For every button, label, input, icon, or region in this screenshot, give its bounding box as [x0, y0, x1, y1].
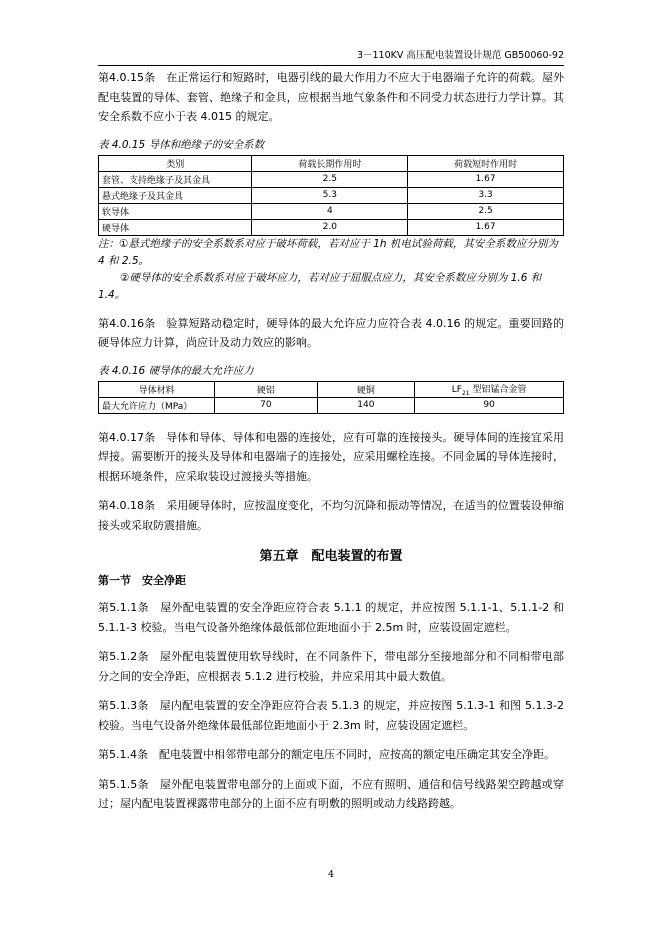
clause-5-1-2: 第5.1.2条 屋外配电装置使用软导线时，在不同条件下，带电部分至接地部分和不同相带电部分之间的安全净距，应根据表 5.1.2 进行校验，并应采用其中最大数值。 — [98, 650, 564, 683]
header-text: LF — [451, 384, 462, 395]
table-header-cell: 硬铜 — [317, 381, 415, 397]
section-heading: 第一节 安全净距 — [98, 574, 186, 587]
running-header: 3－110KV 高压配电装置设计规范 GB50060-92 — [98, 47, 564, 66]
table-cell: 5.3 — [252, 187, 408, 203]
table-cell: 套管、支持绝缘子及其金具 — [99, 171, 252, 187]
table-header-cell — [415, 381, 564, 397]
header-subscript: 21 — [461, 389, 470, 397]
table-row — [99, 187, 564, 203]
table-header-cell: 导体材料 — [99, 381, 215, 397]
table-note-2: ②硬导体的安全系数系对应于破坏应力，若对应于屈服点应力，其安全系数应分别为 1.6 和 1.4。 — [98, 271, 542, 301]
clause-5-1-4: 第5.1.4条 配电装置中相邻带电部分的额定电压不同时，应按高的额定电压确定其安全净距。 — [98, 748, 555, 761]
table-4-0-16-caption: 表 4.0.16 硬导体的最大允许应力 — [98, 364, 254, 377]
clause-5-1-1: 第5.1.1条 屋外配电装置的安全净距应符合表 5.1.1 的规定，并应按图 5.1.1-1、5.1.1-2 和 5.1.1-3 校验。当电气设备外绝缘体最低部位距地面小于 2.5m 时，应装设固定遮栏。 — [98, 601, 564, 634]
table-cell: 最大允许应力（MPa） — [99, 397, 215, 413]
table-cell: 4 — [252, 203, 408, 219]
table-cell: 2.5 — [252, 171, 408, 187]
table-row — [99, 203, 564, 219]
table-row — [99, 219, 564, 235]
table-header-cell: 荷载长期作用时 — [252, 155, 408, 171]
table-cell: 悬式绝缘子及其金具 — [99, 187, 252, 203]
table-header-cell: 硬铝 — [215, 381, 317, 397]
table-4-0-15 — [98, 155, 564, 236]
table-cell: 1.67 — [408, 171, 564, 187]
clause-4-0-15: 第4.0.15条 在正常运行和短路时，电器引线的最大作用力不应大于电器端子允许的荷载。屋外配电装置的导体、套管、绝缘子和金具，应根据当地气象条件和不同受力状态进行力学计算。其安全系数不应小于表 4.015 的规定。 — [98, 71, 564, 123]
table-row — [99, 171, 564, 187]
table-cell: 90 — [415, 397, 564, 413]
table-cell: 2.5 — [408, 203, 564, 219]
table-cell: 1.67 — [408, 219, 564, 235]
page-content — [98, 68, 564, 824]
clause-4-0-16: 第4.0.16条 验算短路动稳定时，硬导体的最大允许应力应符合表 4.0.16 的规定。重要回路的硬导体应力计算，尚应计及动力效应的影响。 — [98, 316, 564, 349]
table-header-cell: 类别 — [99, 155, 252, 171]
table-cell: 3.3 — [408, 187, 564, 203]
table-4-0-16 — [98, 381, 564, 414]
clause-4-0-18: 第4.0.18条 采用硬导体时，应按温度变化，不均匀沉降和振动等情况，在适当的位置装设伸缩接头或采取防震措施。 — [98, 499, 564, 532]
table-cell: 140 — [317, 397, 415, 413]
chapter-heading: 第五章 配电装置的布置 — [259, 549, 403, 564]
page-number: 4 — [327, 869, 335, 880]
header-text: 型铝锰合金管 — [469, 384, 527, 395]
table-4-0-15-caption: 表 4.0.15 导体和绝缘子的安全系数 — [98, 138, 265, 151]
table-note-1: 注：①悬式绝缘子的安全系数系对应于破坏荷载，若对应于 1h 机电试验荷载，其安全系数应分别为 4 和 2.5。 — [98, 237, 558, 267]
table-cell: 硬导体 — [99, 219, 252, 235]
clause-5-1-5: 第5.1.5条 屋外配电装置带电部分的上面或下面，不应有照明、通信和信号线路架空跨越或穿过；屋内配电装置裸露带电部分的上面不应有明敷的照明或动力线路跨越。 — [98, 777, 564, 810]
table-cell: 2.0 — [252, 219, 408, 235]
table-cell: 软导体 — [99, 203, 252, 219]
table-row — [99, 397, 564, 413]
table-header-row — [99, 155, 564, 171]
table-header-cell: 荷载短时作用时 — [408, 155, 564, 171]
clause-5-1-3: 第5.1.3条 屋内配电装置的安全净距应符合表 5.1.3 的规定，并应按图 5.1.3-1 和图 5.1.3-2 校验。当电气设备外绝缘体最低部位距地面小于 2.3m 时，应装设固定遮栏。 — [98, 699, 564, 732]
table-header-row — [99, 381, 564, 397]
clause-4-0-17: 第4.0.17条 导体和导体、导体和电器的连接处，应有可靠的连接接头。硬导体间的连接宜采用焊接。需要断开的接头及导体和电器端子的连接处，应采用螺栓连接。不同金属的导体连接时，根据环境条件，应采取装设过渡接头等措施。 — [98, 430, 564, 483]
table-cell: 70 — [215, 397, 317, 413]
